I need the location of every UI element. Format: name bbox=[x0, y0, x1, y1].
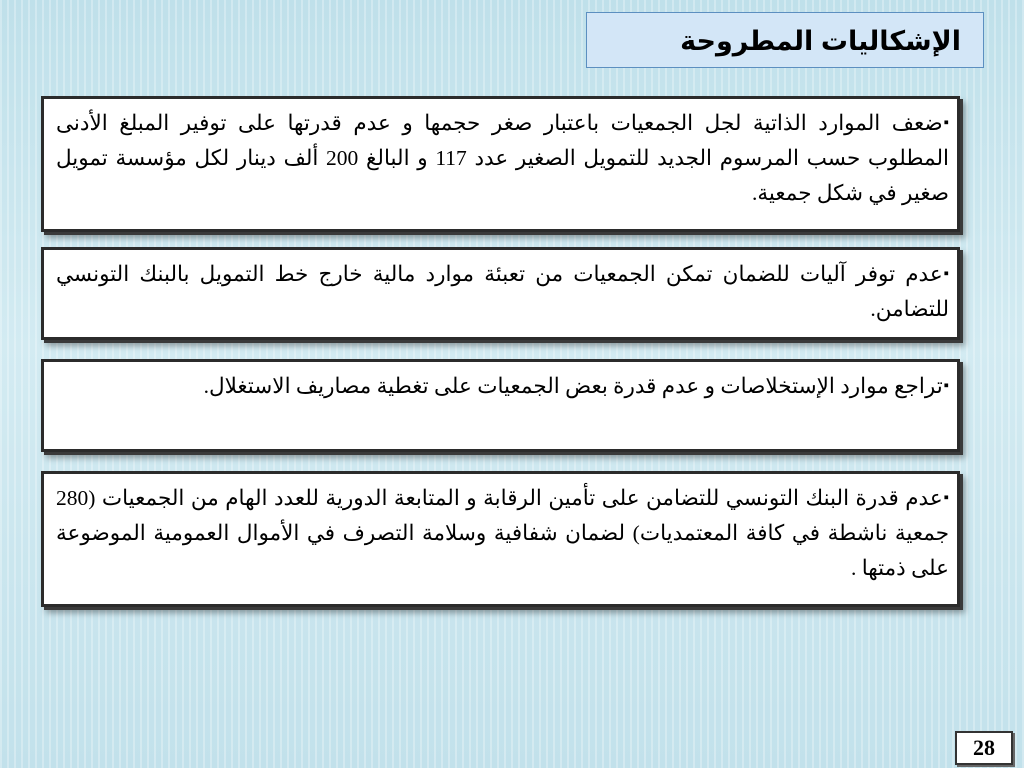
bullet-icon: ▪ bbox=[943, 378, 949, 394]
bullet-icon: ▪ bbox=[943, 115, 949, 131]
problem-card-1 bbox=[41, 96, 960, 232]
page-number: 28 bbox=[955, 731, 1013, 765]
bullet-icon: ▪ bbox=[943, 490, 949, 506]
slide-title: الإشكاليات المطروحة bbox=[586, 12, 984, 68]
problem-text-3: تراجع موارد الإستخلاصات و عدم قدرة بعض الجمعيات على تغطية مصاريف الاستغلال. bbox=[203, 374, 943, 398]
problem-card-2 bbox=[41, 247, 960, 340]
bullet-icon: ▪ bbox=[943, 266, 949, 282]
problem-card-4 bbox=[41, 471, 960, 607]
problem-text-4: عدم قدرة البنك التونسي للتضامن على تأمين الرقابة و المتابعة الدورية للعدد الهام من الجمعيات (280 جمعية ناشطة في كافة المعتمديات) لضمان شفافية وسلامة التصرف في الأموال العمومية الموضوعة على ذمتها . bbox=[56, 486, 949, 580]
problem-card-3 bbox=[41, 359, 960, 452]
problem-text-1: ضعف الموارد الذاتية لجل الجمعيات باعتبار صغر حجمها و عدم قدرتها على توفير المبلغ الأدنى المطلوب حسب المرسوم الجديد للتمويل الصغير عدد 117 و البالغ 200 ألف دينار لكل مؤسسة تمويل صغير في شكل جمعية. bbox=[56, 111, 949, 205]
problem-text-2: عدم توفر آليات للضمان تمكن الجمعيات من تعبئة موارد مالية خارج خط التمويل بالبنك التونسي للتضامن. bbox=[56, 262, 949, 321]
